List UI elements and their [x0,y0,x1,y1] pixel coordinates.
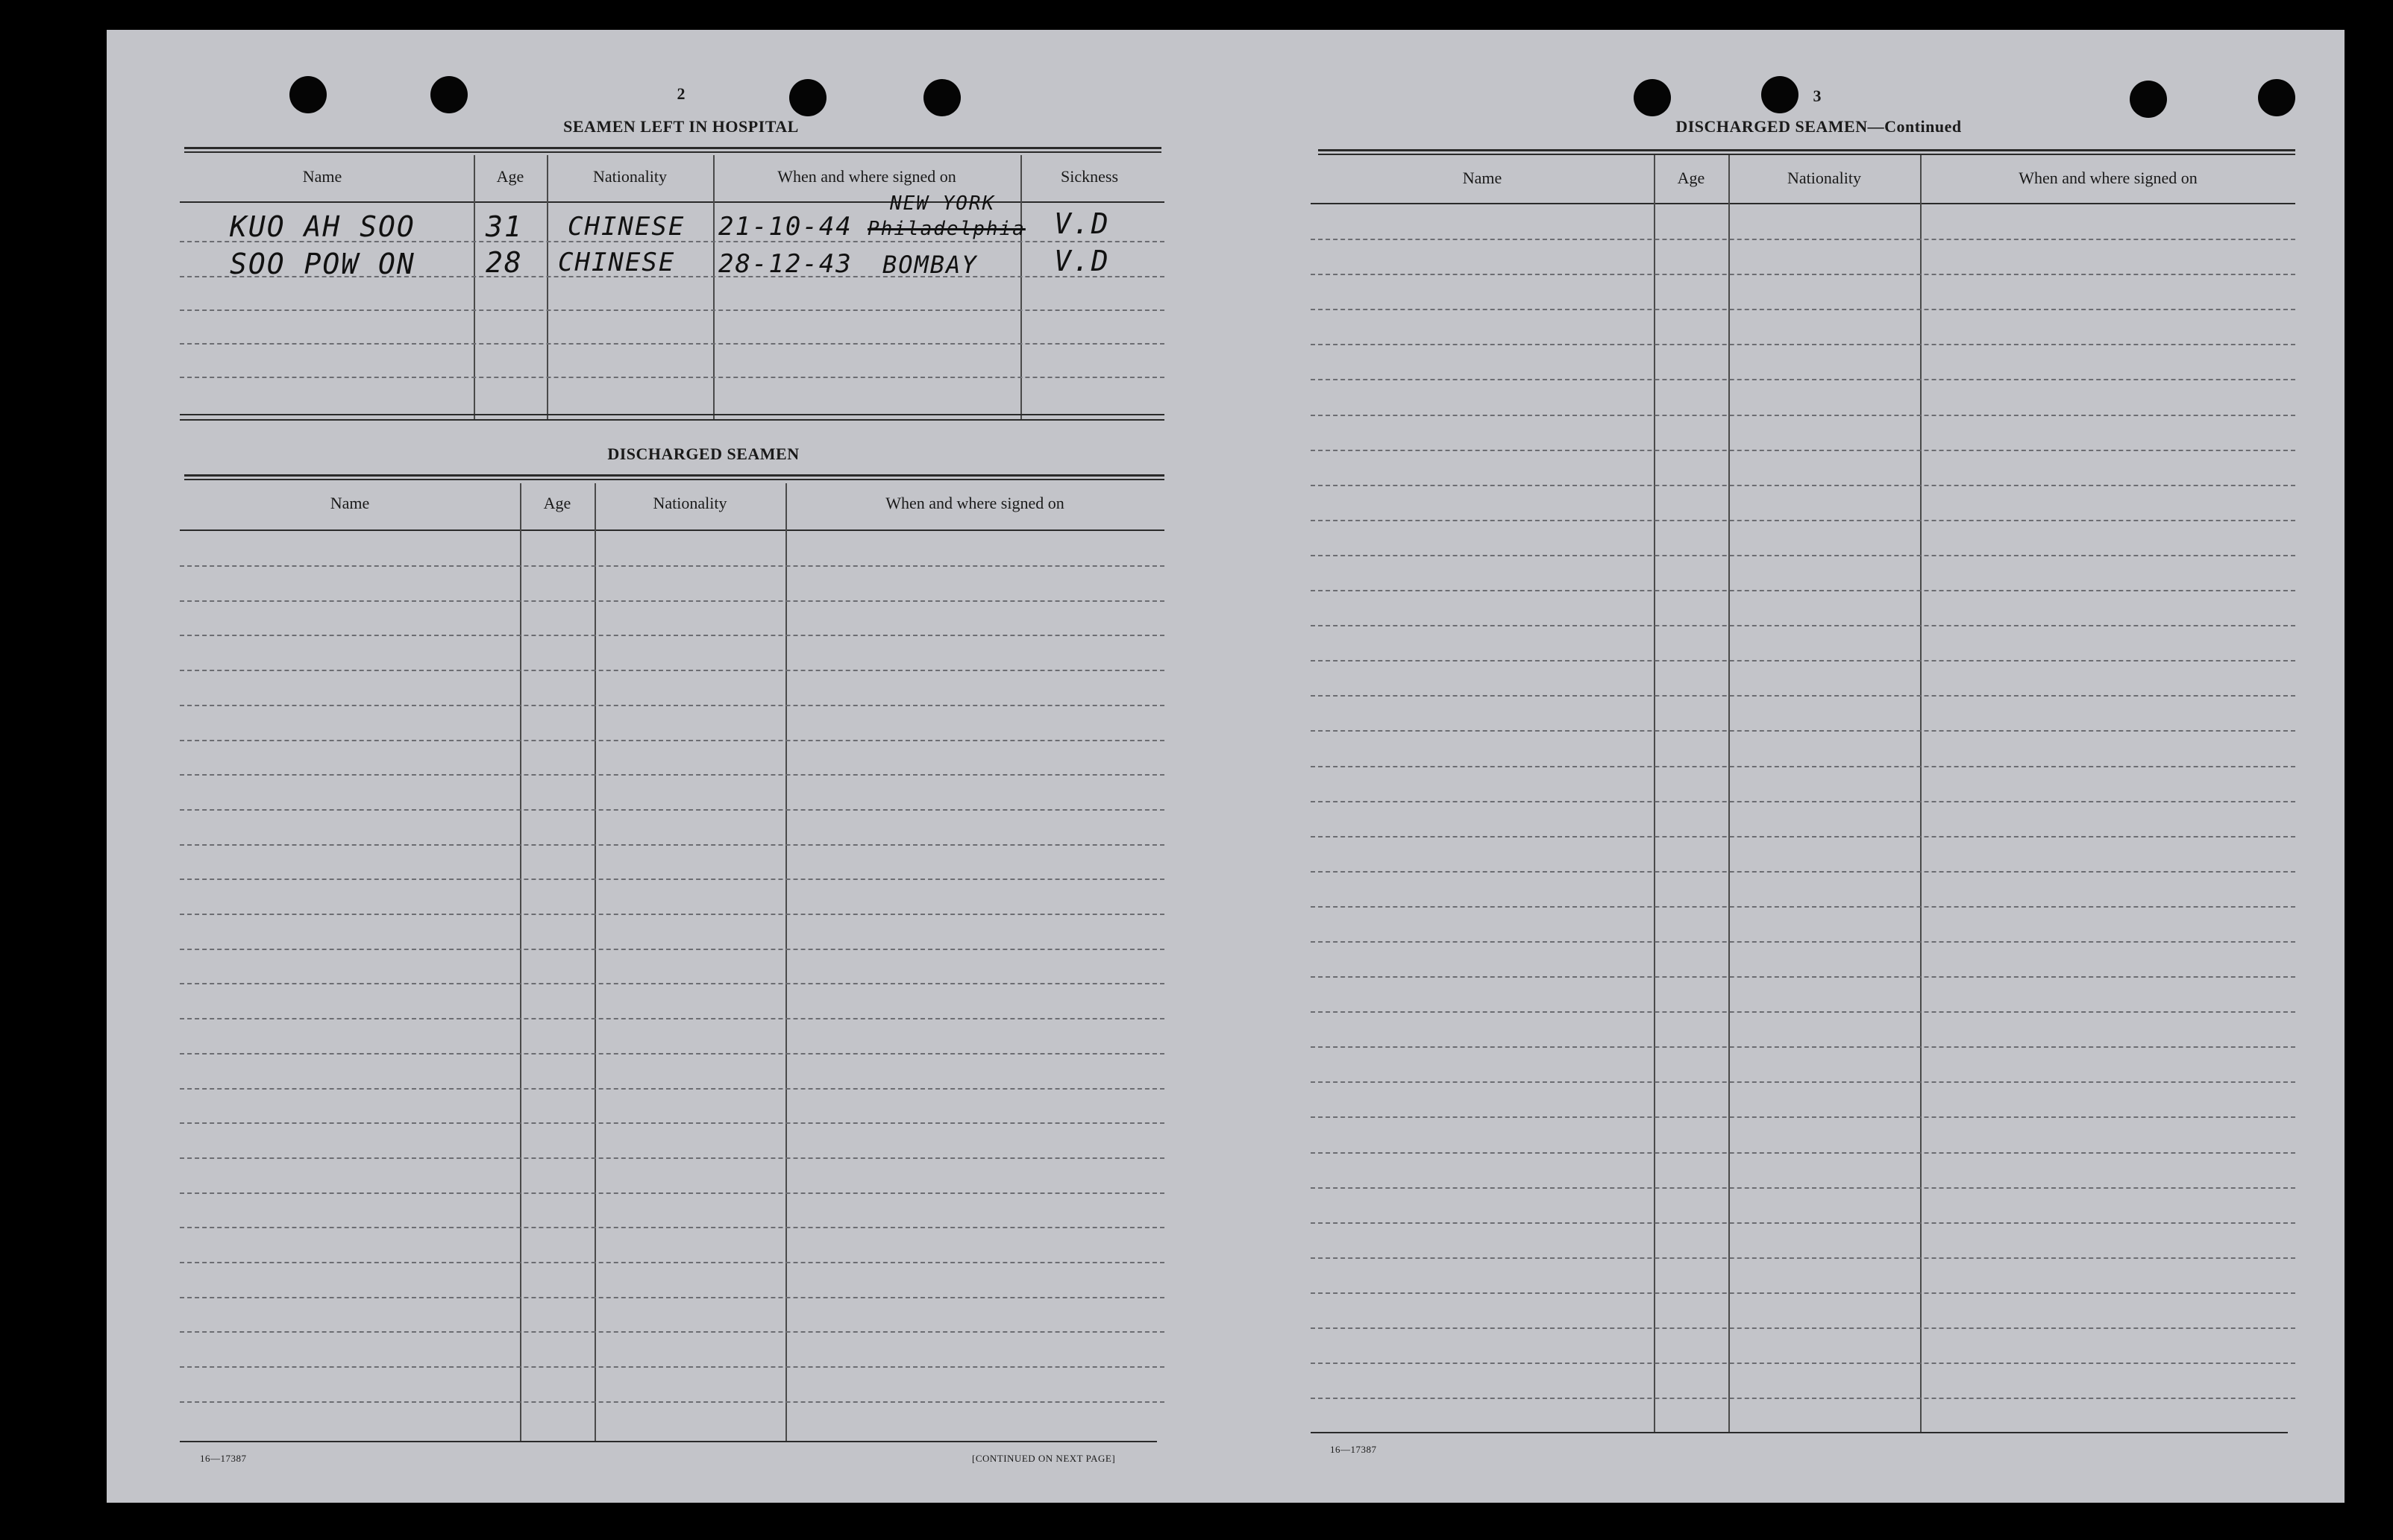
right-title-main: DISCHARGED SEAMEN [1675,117,1868,136]
discharged-col-signed-on: When and where signed on [885,494,1064,512]
ruled-line [1311,239,2295,240]
ruled-line [180,1053,1164,1055]
discharged-col-age: Age [543,494,571,512]
row2-age: 28 [486,246,523,279]
ruled-line [1311,941,2295,943]
ruled-line [1311,1152,2295,1154]
ruled-line [1311,309,2295,310]
row2-name: SOO POW ON [230,248,415,280]
ruled-line [180,740,1164,741]
ruled-line [1311,520,2295,521]
row1-nationality: CHINESE [568,212,686,242]
row1-place-correction: NEW YORK [890,192,996,215]
ruled-line [1311,906,2295,908]
discharged-top-rule [184,474,1164,477]
document-sheet [107,30,2345,1503]
row2-date: 28-12-43 [718,249,853,279]
row1-date: 21-10-44 [718,212,853,242]
ruled-line [1311,344,2295,345]
ruled-line [180,1088,1164,1090]
ruled-line [180,914,1164,915]
hospital-bottom-rule [180,414,1164,415]
row2-nationality: CHINESE [558,248,676,277]
hospital-section-title: SEAMEN LEFT IN HOSPITAL [563,117,799,136]
hospital-col-nationality: Nationality [593,167,667,186]
ruled-line [1311,730,2295,732]
ruled-line [1311,625,2295,626]
punch-hole [789,79,827,116]
hospital-top-rule [184,147,1161,149]
ruled-line [1311,1398,2295,1399]
left-footer-form-number: 16—17387 [200,1453,247,1464]
ruled-line [180,1297,1164,1298]
ruled-line [1311,1292,2295,1294]
row2-place: BOMBAY [882,251,978,279]
hospital-col-signed-on: When and where signed on [777,167,956,186]
hospital-divider [713,155,715,419]
hospital-top-rule-2 [184,151,1161,153]
right-col-nationality: Nationality [1787,169,1861,187]
hospital-divider [1020,155,1022,419]
ruled-line [180,635,1164,636]
ruled-line [180,1401,1164,1403]
right-title-suffix: —Continued [1867,117,1962,136]
punch-hole [1634,79,1671,116]
ruled-line [1311,1116,2295,1118]
hospital-col-sickness: Sickness [1061,167,1118,186]
punch-hole [289,76,327,113]
right-divider [1654,155,1655,1433]
ruled-line [1311,450,2295,451]
ruled-line [1311,1187,2295,1189]
discharged-col-name: Name [330,494,370,512]
right-col-signed-on: When and where signed on [2019,169,2198,187]
ruled-line [1311,1011,2295,1013]
hospital-row-line [180,309,1164,311]
right-top-rule [1318,149,2295,151]
discharged-header-rule [180,529,1164,531]
right-col-age: Age [1677,169,1705,187]
ruled-line [1311,1363,2295,1364]
ruled-line [180,1262,1164,1263]
discharged-col-nationality: Nationality [653,494,727,512]
ruled-line [1311,555,2295,556]
hospital-col-name: Name [302,167,342,186]
right-bottom-rule [1311,1432,2288,1433]
ruled-line [180,1018,1164,1019]
right-col-name: Name [1462,169,1502,187]
punch-hole [2258,79,2295,116]
ruled-line [180,983,1164,984]
punch-hole [923,79,961,116]
ruled-line [180,809,1164,811]
left-footer-continued: [CONTINUED ON NEXT PAGE] [972,1453,1116,1464]
ruled-line [1311,976,2295,978]
ruled-line [180,949,1164,950]
ruled-line [180,565,1164,567]
right-page-title [1599,117,2039,136]
left-page-number: 2 [677,84,686,103]
row2-sickness: V.D [1054,245,1110,277]
hospital-col-age: Age [496,167,524,186]
ruled-line [180,774,1164,776]
right-page-number: 3 [1813,87,1822,105]
hospital-header-rule [180,201,1164,203]
ruled-line [1311,660,2295,661]
ruled-line [180,1192,1164,1194]
ruled-line [1311,766,2295,767]
punch-hole [1761,76,1798,113]
ruled-line [1311,801,2295,802]
row1-sickness: V.D [1054,207,1110,240]
ruled-line [1311,485,2295,486]
right-header-rule [1311,203,2295,204]
hospital-row-line [180,377,1164,378]
ruled-line [180,879,1164,880]
discharged-top-rule-2 [184,479,1164,480]
ruled-line [180,705,1164,706]
right-footer-form-number: 16—17387 [1330,1444,1377,1455]
ruled-line [180,844,1164,846]
row1-name: KUO AH SOO [230,210,415,243]
right-top-rule-2 [1318,154,2295,155]
ruled-line [180,600,1164,602]
hospital-divider [547,155,548,419]
row1-place-struck: Philadelphia [868,218,1026,240]
ruled-line [1311,871,2295,873]
ruled-line [1311,274,2295,275]
right-divider [1920,155,1922,1433]
hospital-bottom-rule-2 [180,419,1164,421]
right-divider [1728,155,1730,1433]
ruled-line [1311,590,2295,591]
ruled-line [180,1331,1164,1333]
punch-hole [2130,81,2167,118]
ruled-line [180,1227,1164,1228]
punch-hole [430,76,468,113]
ruled-line [1311,1081,2295,1083]
discharged-bottom-rule [180,1441,1157,1442]
hospital-row-line [180,343,1164,345]
ruled-line [180,1122,1164,1124]
row1-age: 31 [486,210,523,243]
ruled-line [180,1157,1164,1159]
ruled-line [1311,695,2295,697]
ruled-line [1311,1257,2295,1259]
ruled-line [1311,379,2295,380]
ruled-line [1311,415,2295,416]
ruled-line [1311,1222,2295,1224]
ruled-line [180,670,1164,671]
ruled-line [1311,1046,2295,1048]
ruled-line [180,1366,1164,1368]
hospital-divider [474,155,475,419]
ruled-line [1311,836,2295,837]
discharged-section-title: DISCHARGED SEAMEN [607,444,800,463]
ruled-line [1311,1327,2295,1329]
